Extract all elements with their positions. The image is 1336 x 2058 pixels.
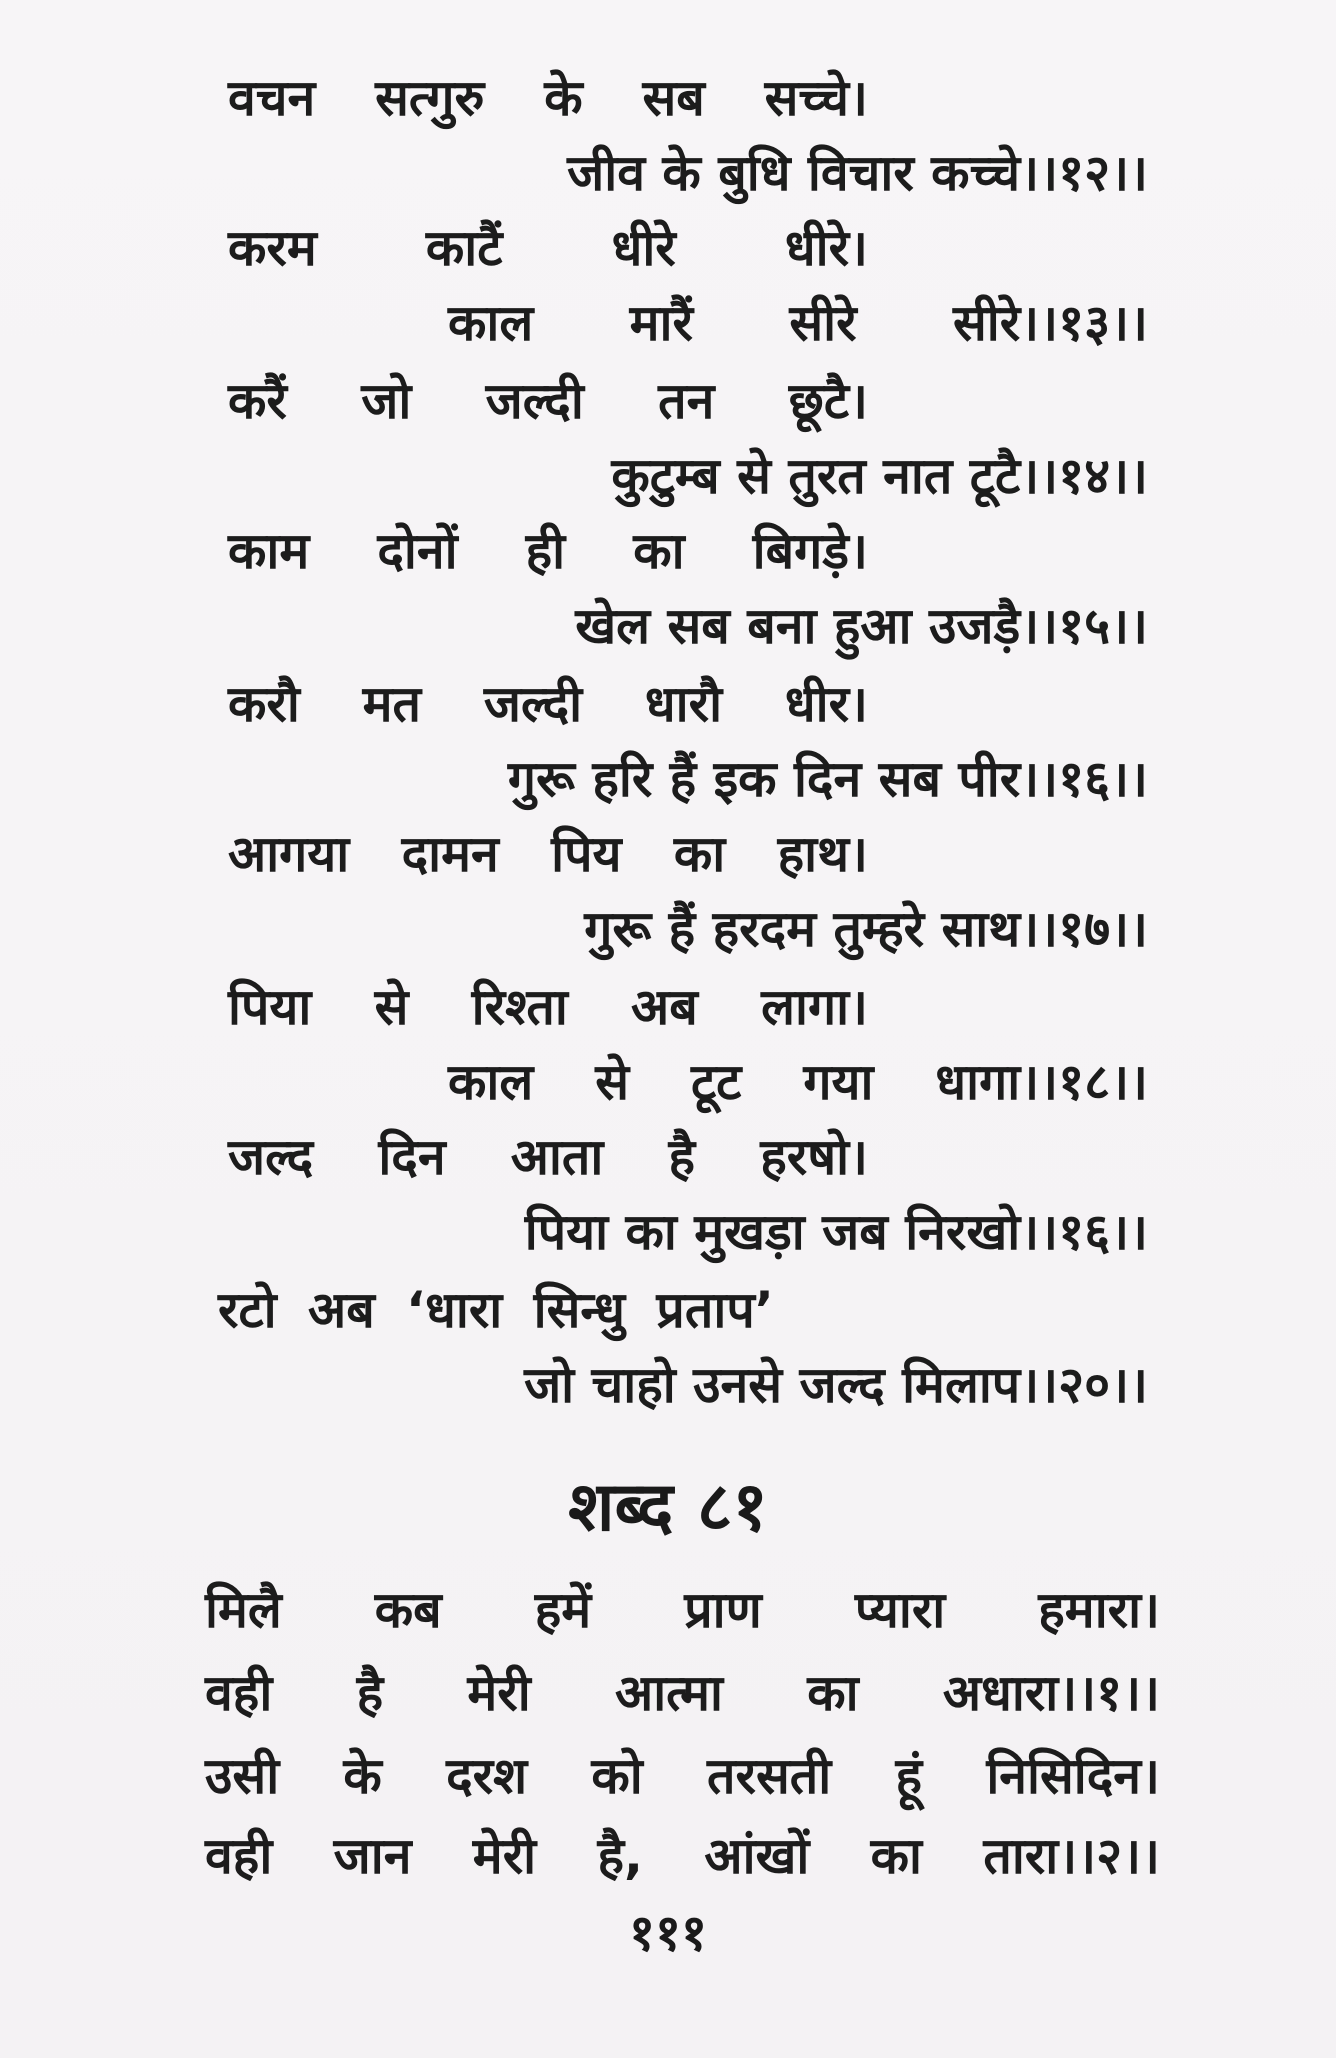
couplet-line-b: जो चाहो उनसे जल्द मिलाप।।२०।। <box>524 1356 1148 1414</box>
couplet-line-a: करैं जो जल्दी तन छूटै। <box>228 372 868 430</box>
couplet-line-a: जल्द दिन आता है हरषो। <box>228 1128 868 1186</box>
page-number: १११ <box>629 1904 707 1962</box>
verse-line: वही जान मेरी है, आंखों का तारा।।२।। <box>205 1827 1160 1885</box>
verse-line: मिलै कब हमें प्राण प्यारा हमारा। <box>205 1581 1160 1639</box>
couplet-line-b: काल से टूट गया धागा।।१८।। <box>448 1053 1148 1111</box>
couplet-line-a: करौ मत जल्दी धारौ धीर। <box>228 675 868 733</box>
shabd-heading: शब्द ८१ <box>568 1468 768 1547</box>
couplet-line-a: करम काटैं धीरे धीरे। <box>228 219 868 277</box>
couplet-line-b: खेल सब बना हुआ उजड़ै।।१५।। <box>575 597 1148 655</box>
couplet-line-a: रटो अब ‘धारा सिन्धु प्रताप’ <box>218 1281 774 1339</box>
couplet-line-b: कुटुम्ब से तुरत नात टूटै।।१४।। <box>611 447 1148 505</box>
verse-line: उसी के दरश को तरसती हूं निसिदिन। <box>205 1747 1160 1805</box>
couplet-line-a: आगया दामन पिय का हाथ। <box>228 825 868 883</box>
couplet-line-b: काल मारैं सीरे सीरे।।१३।। <box>448 294 1148 352</box>
couplet-line-b: पिया का मुखड़ा जब निरखो।।१६।। <box>524 1203 1148 1261</box>
couplet-line-b: जीव के बुधि विचार कच्चे।।१२।। <box>567 144 1148 202</box>
couplet-line-b: गुरू हरि हैं इक दिन सब पीर।।१६।। <box>507 750 1148 808</box>
verse-line: वही है मेरी आत्मा का अधारा।।१।। <box>205 1664 1160 1722</box>
couplet-line-a: वचन सत्गुरु के सब सच्चे। <box>228 69 868 127</box>
couplet-line-b: गुरू हैं हरदम तुम्हरे साथ।।१७।। <box>584 900 1148 958</box>
couplet-line-a: पिया से रिश्ता अब लागा। <box>228 978 868 1036</box>
couplet-line-a: काम दोनों ही का बिगड़े। <box>228 522 868 580</box>
